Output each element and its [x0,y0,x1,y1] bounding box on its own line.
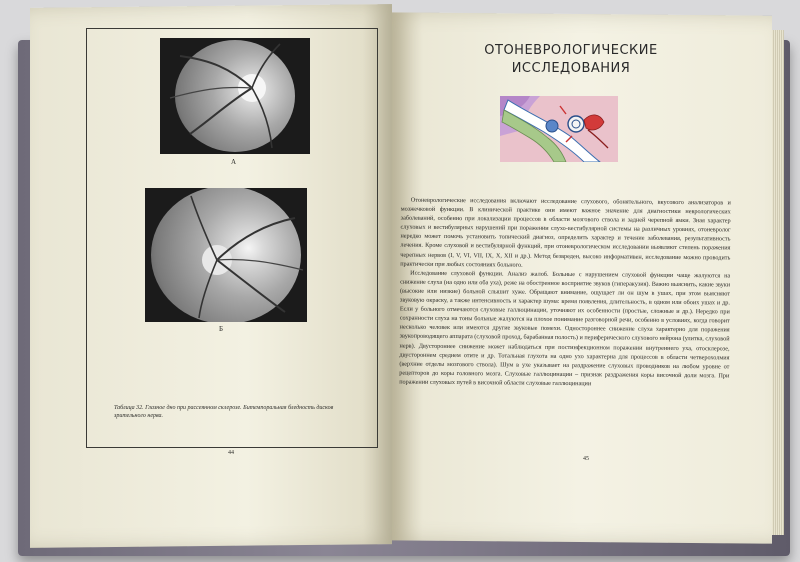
fundus-photo-a [160,38,310,154]
retinal-vessels-a [160,38,310,154]
ear-anatomy-drawing [500,96,618,162]
paragraph-intro: Отоневрологические исследования включают исследование слухового, обонятельного, вкусового анализаторов и мозжечковой функции. В клинической практике они имеют важное значение для диагностики неврологических заболеваний, особенно при локализации процессов в области мозгового ствола и задней черепной ямки. Зная характер слуховых и вестибулярных нарушений при поражении слухо-вестибулярной системы на различных уровнях, отоневролог нередко может помочь установить топический диагноз, определить характер и течение заболевания, результативность лечения. Кроме слуховой и вестибулярной функций, при отоневрологическом исследовании выявляют степень поражения черепных нервов (I, V, VI, VII, IX, X, XII и др.). Метод безвреден, высоко информативен, исследование можно проводить практически при любых состояниях больного. [400,196,731,269]
body-text [399,196,731,390]
chapter-title: ОТОНЕВРОЛОГИЧЕСКИЕ ИССЛЕДОВАНИЯ [484,43,658,76]
retinal-vessels-b [145,188,307,322]
plate-caption: Таблица 32. Глазное дно при рассеянном склерозе. Битемпоральная бледность дисков зрительного нерва. [114,405,334,419]
page-number-right: 45 [583,456,589,462]
plate-label-a: А [231,158,237,166]
plate-label-b: Б [219,325,224,333]
paragraph-hearing: Исследование слуховой функции. Анализ жалоб. Больные с нарушением слуховой функции чаще жалуются на снижение слуха (на одно или оба уха), реже на обостренное восприятие звуков (гиперакузия). Важно выяснить, какие звуки (высокие или низкие) больной слышит хуже. Обращают внимание, ощущает ли он шум в ушах, при этом выясняют звуковую окраску, а также интенсивность и характер шума: время появления, длительность, в одном или обоих ушах и др. Если у больного отмечаются слуховые галлюцинации, уточняют их особенности (простые, сложные и др.). Нередко при сохранности слуха на тоны больные жалуются на плохое понимание разговорной речи, особенно в условиях, когда говорит несколько человек или имеются другие звуковые помехи. Одностороннее снижение слуха характерно для поражения звукопроводящего аппарата (слуховой проход, барабанная полость) и периферического слухового нейрона (улитка, слуховой нерв). Двустороннее снижение может наблюдаться при постинфекционном поражении внутреннего уха, отосклерозе, двустороннем среднем отите и др. Тотальная глухота на одно ухо характерна для процессов в области четверохолмия (верхние отделы мозгового ствола). Шум в ухе указывает на раздражение слуховых проводников на любом уровне от рецепторов до коры головного мозга. Слуховые галлюцинации – признак раздражения коры височной доли мозга. При поражении слуховых путей в височной области слуховые галлюцинации [399,269,731,388]
ear-anatomy-illustration [500,96,618,162]
page-number-left: 44 [228,450,234,456]
page-edges [770,30,784,535]
fundus-photo-b [145,188,307,322]
